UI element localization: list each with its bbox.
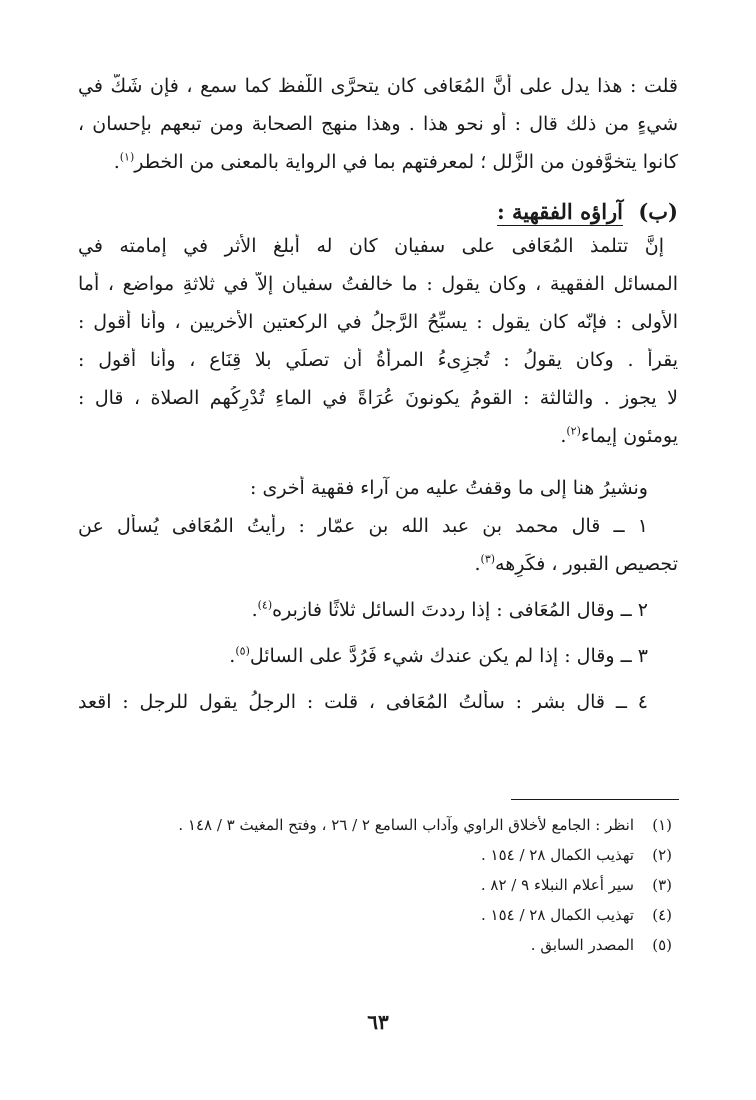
main-text xyxy=(78,74,678,728)
section-title: آراؤه الفقهية : xyxy=(496,199,624,224)
footnote-text: انظر : الجامع لأخلاق الراوي وآداب السامع ٢ / ٢٦ ، وفتح المغيث ٣ / ١٤٨ . xyxy=(178,816,634,834)
footnote-number: (٣) xyxy=(652,876,672,894)
section-heading xyxy=(78,190,678,234)
item-text: قال محمد بن عبد الله بن عمّار : رأيتُ المُعَافى يُسأَل عن xyxy=(78,515,601,537)
footnotes xyxy=(82,810,672,960)
footnote-text: المصدر السابق . xyxy=(530,936,634,954)
footnote-number: (٥) xyxy=(652,936,672,954)
paragraph-line: المسائل الفقهية ، وكان يقول : ما خالفتُ سفيان إلاَّ في ثلاثةِ مواضع ، أما xyxy=(78,273,678,295)
list-item: ٣ ــ وقال : إذا لم يكن عندك شيء فَرُدَّ على السائل$^{(٥)}$. xyxy=(229,644,648,667)
footnote-text: تهذيب الكمال ٢٨ / ١٥٤ . xyxy=(480,846,634,864)
footnote xyxy=(82,810,672,840)
item-number: ٢ xyxy=(637,599,648,621)
footnote xyxy=(82,930,672,960)
footnote-text: سير أعلام النبلاء ٩ / ٨٢ . xyxy=(480,876,634,894)
item-dash: ــ xyxy=(615,691,627,713)
footnote xyxy=(82,900,672,930)
item-number: ١ xyxy=(637,515,648,537)
footnote-ref[interactable]: (٥) xyxy=(235,644,250,658)
paragraph-line: قلت : هذا يدل على أنَّ المُعَافى كان يتحرَّى اللَّفظ كما سمع ، فإن شَكَّ في xyxy=(78,75,678,97)
footnote-ref[interactable]: (٣) xyxy=(480,552,496,566)
footnote-text: تهذيب الكمال ٢٨ / ١٥٤ . xyxy=(480,906,634,924)
intro-line: ونشيرُ هنا إلى ما وقفتُ عليه من آراء فقهية أُخرى : xyxy=(250,477,648,499)
list-item xyxy=(78,690,678,728)
item-dash: ــ xyxy=(613,515,625,537)
item-number: ٤ xyxy=(637,691,648,713)
footnote xyxy=(82,870,672,900)
footnote-number: (١) xyxy=(652,816,672,834)
footnote-ref[interactable]: (١) xyxy=(119,150,135,164)
item-number: ٣ xyxy=(637,645,648,667)
list-item-continuation: تجصيص القبور ، فكَرِهه$^{(٣)}$. xyxy=(474,552,678,575)
item-text: وقال المُعَافى : إذا رددتَ السائل ثلاثًا فازبره xyxy=(272,599,615,621)
paragraph-line: كانوا يتخوَّفون من الزَّلل ؛ لمعرفتهم بما في الرواية بالمعنى من الخطر$^{(١)}$. xyxy=(113,150,678,173)
page-number: ٦٣ xyxy=(367,1010,389,1034)
item-text: قال بشر : سألتُ المُعَافى ، قلت : الرجلُ يقول للرجل : اقعد xyxy=(78,691,605,713)
item-text: وقال : إذا لم يكن عندك شيء فَرُدَّ على السائل xyxy=(249,645,615,667)
item-dash: ــ xyxy=(620,645,632,667)
paragraph-text: كانوا يتخوَّفون من الزَّلل ؛ لمعرفتهم بما في الرواية بالمعنى من الخطر xyxy=(134,151,678,173)
footnote-number: (٤) xyxy=(652,906,672,924)
footnote-ref[interactable]: (٤) xyxy=(257,598,273,612)
section-label: (ب) xyxy=(638,199,678,224)
paragraph-line: شيءٍ من ذلك قال : أو نحو هذا . وهذا منهج الصحابة ومن تبعهم بإحسان ، xyxy=(78,113,678,135)
paragraph-line: لا يجوز . والثالثة : القومُ يكونونَ عُرَاةً في الماءِ تُدْرِكُهم الصلاة ، قال : xyxy=(78,387,678,409)
item-text: تجصيص القبور ، فكَرِهه xyxy=(495,553,678,575)
paragraph-line: إنَّ تتلمذ المُعَافى على سفيان كان له أبلغ الأثر في إمامته في xyxy=(78,235,664,257)
list-item xyxy=(78,514,678,552)
item-dash: ــ xyxy=(620,599,632,621)
list-item: ٢ ــ وقال المُعَافى : إذا رددتَ السائل ثلاثًا فازبره$^{(٤)}$. xyxy=(251,598,648,621)
paragraph-line: الأولى : فإنّه كان يقول : يسبِّحُ الرَّجلُ في الركعتين الأُخريين ، وأنا أقول : xyxy=(78,311,678,333)
footnote xyxy=(82,840,672,870)
paragraph-line: يومئون إيماء$^{(٢)}$. xyxy=(560,424,678,447)
paragraph-line: يقرأ . وكان يقولُ : تُجزِىءُ المرأةُ أن تصلِّي بلا قِنَاع ، وأنا أقول : xyxy=(78,349,678,371)
footnote-number: (٢) xyxy=(652,846,672,864)
paragraph-text: يومئون إيماء xyxy=(580,425,678,447)
footnote-ref[interactable]: (٢) xyxy=(566,424,581,438)
footnote-divider xyxy=(511,799,679,800)
